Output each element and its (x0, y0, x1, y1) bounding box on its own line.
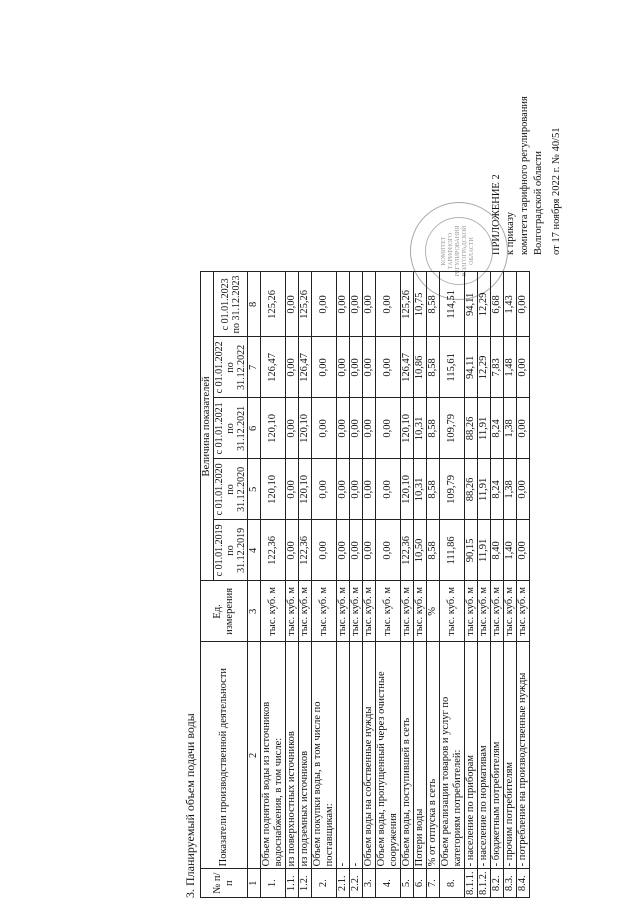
table-row (363, 272, 376, 898)
row-value: 0,00 (376, 272, 401, 337)
row-unit: тыс. куб. м (504, 581, 517, 642)
column-index: 8 (248, 272, 261, 337)
table-row (478, 272, 491, 898)
row-value: 10,31 (414, 459, 427, 520)
row-value: 88,26 (465, 459, 478, 520)
row-value: 11,91 (478, 459, 491, 520)
row-value: 10,75 (414, 272, 427, 337)
row-value: 0,00 (337, 520, 350, 581)
row-value: 0,00 (363, 520, 376, 581)
row-value: 122,36 (261, 520, 286, 581)
appendix-header (490, 15, 564, 255)
row-value: 0,00 (312, 337, 337, 398)
table-row (337, 272, 350, 898)
row-value: 8,24 (491, 398, 504, 459)
row-value: 0,00 (363, 398, 376, 459)
appendix-line-1: к приказу (505, 212, 516, 255)
row-value: 0,00 (350, 272, 363, 337)
row-value: 0,00 (337, 459, 350, 520)
row-value: 1,48 (504, 337, 517, 398)
col-header-period: с 01.01.2022 по 31.12.2022 (214, 337, 248, 398)
row-number: 5. (401, 869, 414, 898)
row-unit: тыс. куб. м (491, 581, 504, 642)
row-value: 10,31 (414, 398, 427, 459)
row-unit: % (427, 581, 440, 642)
row-value: 88,26 (465, 398, 478, 459)
row-value: 0,00 (312, 459, 337, 520)
row-value: 126,47 (299, 337, 312, 398)
row-unit: тыс. куб. м (376, 581, 401, 642)
water-supply-table (200, 271, 530, 898)
row-number: 2.1. (337, 869, 350, 898)
table-row (376, 272, 401, 898)
row-value: 12,29 (478, 272, 491, 337)
row-value: 1,43 (504, 272, 517, 337)
row-value: 0,00 (312, 520, 337, 581)
section-title: 3. Планируемый объем подачи воды (183, 713, 197, 898)
row-value: 8,24 (491, 459, 504, 520)
row-value: 0,00 (363, 272, 376, 337)
row-unit: тыс. куб. м (337, 581, 350, 642)
row-value: 1,38 (504, 459, 517, 520)
row-value: 1,38 (504, 398, 517, 459)
row-value: 120,10 (401, 459, 414, 520)
row-unit: тыс. куб. м (350, 581, 363, 642)
row-number: 8.2. (491, 869, 504, 898)
row-indicator: Объем воды, поступившей в сеть (401, 642, 414, 869)
row-indicator: - население по нормативам (478, 642, 491, 869)
column-index: 1 (248, 869, 261, 898)
row-unit: тыс. куб. м (261, 581, 286, 642)
row-value: 94,11 (465, 272, 478, 337)
row-value: 120,10 (299, 398, 312, 459)
col-header-period: с 01.01.2019 по 31.12.2019 (214, 520, 248, 581)
row-number: 8.1.2. (478, 869, 491, 898)
row-unit: тыс. куб. м (478, 581, 491, 642)
column-index: 7 (248, 337, 261, 398)
row-value: 0,00 (517, 272, 530, 337)
row-value: 1,40 (504, 520, 517, 581)
row-value: 0,00 (350, 520, 363, 581)
table-row (465, 272, 478, 898)
col-header-unit: Ед. измерения (201, 581, 248, 642)
table-row (414, 272, 427, 898)
row-unit: тыс. куб. м (286, 581, 299, 642)
table-row (401, 272, 414, 898)
row-value: 122,36 (299, 520, 312, 581)
row-value: 0,00 (286, 459, 299, 520)
col-header-group: Величина показателей (201, 272, 214, 581)
col-header-period: с 01.01.2020 по 31.12.2020 (214, 459, 248, 520)
row-indicator: из подземных источников (299, 642, 312, 869)
table-row (491, 272, 504, 898)
appendix-title: ПРИЛОЖЕНИЕ 2 (491, 174, 502, 255)
table-row (312, 272, 337, 898)
row-indicator: Объем воды, пропущенный через очистные сооружения (376, 642, 401, 869)
row-value: 8,58 (427, 398, 440, 459)
row-value: 0,00 (337, 337, 350, 398)
row-value: 120,10 (401, 398, 414, 459)
row-value: 8,58 (427, 272, 440, 337)
row-number: 6. (414, 869, 427, 898)
table-row (440, 272, 465, 898)
row-number: 1.2. (299, 869, 312, 898)
row-indicator: - бюджетным потребителям (491, 642, 504, 869)
row-number: 3. (363, 869, 376, 898)
column-index: 4 (248, 520, 261, 581)
table-row (517, 272, 530, 898)
row-indicator: - прочим потребителям (504, 642, 517, 869)
table-row (504, 272, 517, 898)
row-value: 0,00 (517, 459, 530, 520)
appendix-line-3: Волгоградской области (533, 150, 544, 255)
row-value: 120,10 (261, 398, 286, 459)
row-value: 8,58 (427, 337, 440, 398)
row-value: 8,40 (491, 520, 504, 581)
row-indicator: Объем воды на собственные нужды (363, 642, 376, 869)
row-unit: тыс. куб. м (299, 581, 312, 642)
row-unit: тыс. куб. м (312, 581, 337, 642)
table-row (286, 272, 299, 898)
row-value: 0,00 (312, 272, 337, 337)
row-unit: тыс. куб. м (517, 581, 530, 642)
row-value: 0,00 (286, 520, 299, 581)
row-value: 0,00 (376, 337, 401, 398)
row-value: 120,10 (261, 459, 286, 520)
row-value: 0,00 (337, 398, 350, 459)
row-value: 11,91 (478, 398, 491, 459)
row-indicator: - (350, 642, 363, 869)
row-value: 0,00 (376, 520, 401, 581)
row-value: 114,51 (440, 272, 465, 337)
row-value: 0,00 (517, 520, 530, 581)
row-value: 94,11 (465, 337, 478, 398)
row-value: 120,10 (299, 459, 312, 520)
row-value: 111,86 (440, 520, 465, 581)
row-value: 126,47 (261, 337, 286, 398)
row-unit: тыс. куб. м (401, 581, 414, 642)
row-value: 0,00 (363, 337, 376, 398)
row-value: 10,50 (414, 520, 427, 581)
row-number: 7. (427, 869, 440, 898)
row-value: 7,83 (491, 337, 504, 398)
row-value: 0,00 (350, 459, 363, 520)
table-row (427, 272, 440, 898)
row-value: 0,00 (517, 398, 530, 459)
row-indicator: - (337, 642, 350, 869)
column-index-row (248, 272, 261, 898)
col-header-period: с 01.01.2021 по 31.12.2021 (214, 398, 248, 459)
row-number: 8.3. (504, 869, 517, 898)
row-value: 12,29 (478, 337, 491, 398)
table-row (261, 272, 286, 898)
row-value: 125,26 (299, 272, 312, 337)
row-number: 8.4. (517, 869, 530, 898)
row-value: 8,58 (427, 520, 440, 581)
row-value: 125,26 (401, 272, 414, 337)
row-number: 4. (376, 869, 401, 898)
row-value: 122,36 (401, 520, 414, 581)
row-indicator: - население по приборам (465, 642, 478, 869)
row-value: 0,00 (286, 398, 299, 459)
column-index: 2 (248, 642, 261, 869)
row-number: 1.1. (286, 869, 299, 898)
row-value: 125,26 (261, 272, 286, 337)
row-unit: тыс. куб. м (440, 581, 465, 642)
row-number: 2. (312, 869, 337, 898)
row-indicator: % от отпуска в сеть (427, 642, 440, 869)
row-value: 6,68 (491, 272, 504, 337)
row-value: 109,79 (440, 459, 465, 520)
row-value: 0,00 (337, 272, 350, 337)
row-indicator: - потребление на производственные нужды (517, 642, 530, 869)
row-indicator: Объем поднятой воды из источников водоснабжения, в том числе: (261, 642, 286, 869)
row-value: 126,47 (401, 337, 414, 398)
appendix-line-2: комитета тарифного регулирования (519, 96, 530, 255)
row-value: 115,61 (440, 337, 465, 398)
row-unit: тыс. куб. м (363, 581, 376, 642)
row-number: 2.2. (350, 869, 363, 898)
row-value: 90,15 (465, 520, 478, 581)
row-value: 8,58 (427, 459, 440, 520)
col-header-no: № п/п (201, 869, 248, 898)
row-value: 11,91 (478, 520, 491, 581)
row-value: 0,00 (376, 398, 401, 459)
row-value: 0,00 (312, 398, 337, 459)
row-number: 8. (440, 869, 465, 898)
row-indicator: Объем реализации товаров и услуг по категориям потребителей: (440, 642, 465, 869)
row-unit: тыс. куб. м (465, 581, 478, 642)
row-value: 0,00 (517, 337, 530, 398)
row-value: 0,00 (363, 459, 376, 520)
row-value: 0,00 (376, 459, 401, 520)
col-header-indicator: Показатели производственной деятельности (201, 642, 248, 869)
col-header-period: с 01.01.2023 по 31.12.2023 (214, 272, 248, 337)
row-number: 8.1.1. (465, 869, 478, 898)
column-index: 6 (248, 398, 261, 459)
row-value: 10,86 (414, 337, 427, 398)
column-index: 3 (248, 581, 261, 642)
appendix-date: от 17 ноября 2022 г. № 40/51 (551, 127, 562, 255)
row-indicator: Потери воды (414, 642, 427, 869)
row-value: 0,00 (350, 337, 363, 398)
row-value: 0,00 (286, 272, 299, 337)
row-unit: тыс. куб. м (414, 581, 427, 642)
row-value: 109,79 (440, 398, 465, 459)
row-indicator: Объем покупки воды, в том числе по поставщикам: (312, 642, 337, 869)
table-row (350, 272, 363, 898)
row-indicator: из поверхностных источников (286, 642, 299, 869)
row-number: 1. (261, 869, 286, 898)
column-index: 5 (248, 459, 261, 520)
row-value: 0,00 (350, 398, 363, 459)
table-row (299, 272, 312, 898)
row-value: 0,00 (286, 337, 299, 398)
seal-text: КОМИТЕТ ТАРИФНОГО РЕГУЛИРОВАНИЯ ВОЛГОГРАДСКОЙ ОБЛАСТИ (441, 225, 475, 277)
